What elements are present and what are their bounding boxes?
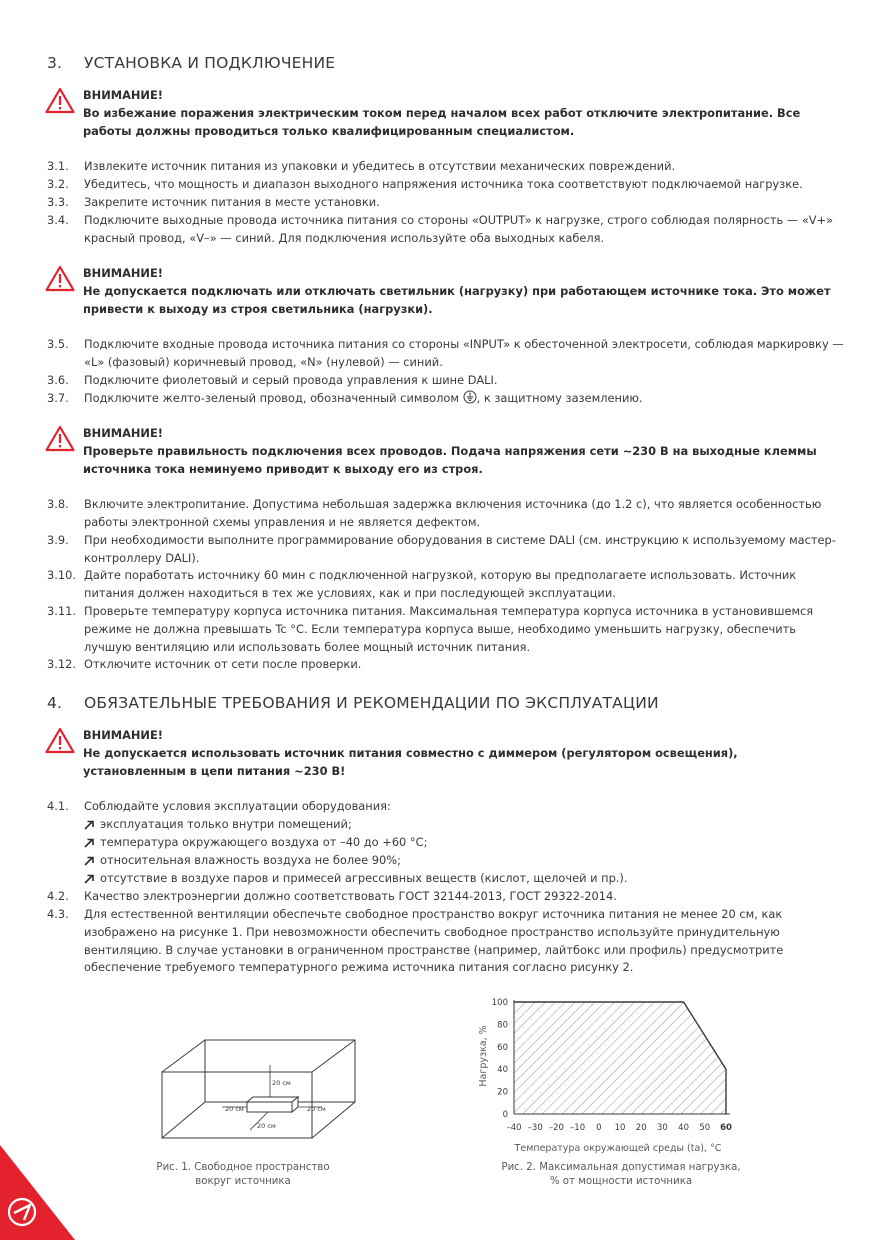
warning-heading: ВНИМАНИЕ!	[83, 88, 163, 102]
item-number: 3.2.	[47, 177, 69, 191]
item-number: 3.8.	[47, 497, 69, 511]
y-tick-label: 100	[491, 998, 508, 1008]
x-tick-label: 40	[678, 1123, 690, 1133]
x-tick-label: –10	[570, 1123, 586, 1133]
warning-triangle-icon	[45, 87, 75, 114]
item-number: 3.4.	[47, 213, 69, 227]
item-number: 3.11.	[47, 604, 76, 618]
section-number: 3.	[47, 54, 63, 72]
item-number: 3.12.	[47, 657, 76, 671]
item-number: 3.9.	[47, 533, 69, 547]
item-text-before: Подключите желто-зеленый провод, обозначенный символом	[84, 391, 459, 405]
item-text	[84, 390, 844, 408]
warning-heading: ВНИМАНИЕ!	[83, 266, 163, 280]
ground-symbol-icon	[463, 390, 477, 404]
item-text: При необходимости выполните программирование оборудования в системе DALI (см. инструкцию к используемому мастер-контроллеру DALI).	[84, 533, 836, 565]
warning-text: Проверьте правильность подключения всех проводов. Подача напряжения сети ~230 В на выходные клеммы источника тока неминуемо приводит к выходу его из строя.	[83, 443, 817, 476]
x-tick-label: 60	[720, 1123, 732, 1133]
x-tick-label: –40	[506, 1123, 522, 1133]
caption-line: % от мощности источника	[549, 1176, 693, 1187]
item-text: Для естественной вентиляции обеспечьте свободное пространство вокруг источника питания не менее 20 см, как изображено на рисунке 1. При невозможности обеспечить свободное пространство используйте принудительную вентиляцию. В случае установки в ограниченном пространстве (например, лайтбокс или профиль) предусмотрите обеспечение требуемого температурного режима источника питания согласно рисунку 2.	[84, 907, 784, 975]
section-number: 4.	[47, 694, 63, 712]
item-text: Проверьте температуру корпуса источника питания. Максимальная температура корпуса источника в установившемся режиме не должна превышать Tc °C. Если температура корпуса выше, необходимо уменьшить нагрузку, обеспечить лучшую вентиляцию или использовать более мощный источник питания.	[84, 604, 814, 654]
caption-line: Рис. 1. Свободное пространство	[156, 1162, 330, 1173]
x-tick-label: –20	[548, 1123, 564, 1133]
warning-text: Не допускается подключать или отключать светильник (нагрузку) при работающем источнике тока. Это может привести к выходу из строя светильника (нагрузки).	[83, 283, 831, 316]
item-text: Соблюдайте условия эксплуатации оборудования:	[84, 799, 391, 813]
bullet-text: эксплуатация только внутри помещений;	[100, 817, 352, 831]
x-tick-label: 20	[635, 1123, 647, 1133]
warning-triangle-icon	[45, 265, 75, 292]
y-tick-label: 60	[497, 1042, 508, 1053]
arrow-bullet-icon	[84, 856, 95, 866]
x-tick-label: 0	[596, 1123, 602, 1133]
arrow-bullet-icon	[84, 838, 95, 848]
item-text: Качество электроэнергии должно соответствовать ГОСТ 32144-2013, ГОСТ 29322-2014.	[84, 889, 617, 903]
item-text: Подключите фиолетовый и серый провода управления к шине DALI.	[84, 373, 498, 387]
item-text: Подключите выходные провода источника питания со стороны «OUTPUT» к нагрузке, строго соблюдая полярность — «V+» красный провод, «V–» — синий. Для подключения используйте оба выходных кабеля.	[84, 213, 834, 245]
warning-triangle-icon	[45, 727, 75, 754]
dimension-label-left: 20 см	[225, 1105, 244, 1113]
x-tick-label: 10	[614, 1123, 626, 1133]
item-number: 3.10.	[47, 568, 76, 582]
caption-line: Рис. 2. Максимальная допустимая нагрузка,	[501, 1162, 741, 1173]
y-axis-label: Нагрузка, %	[478, 1025, 489, 1087]
item-text: Извлеките источник питания из упаковки и убедитесь в отсутствии механических повреждений.	[84, 159, 676, 173]
item-number: 3.1.	[47, 159, 69, 173]
x-axis-label: Температура окружающей среды (ta), °C	[514, 1143, 722, 1154]
caption-line: вокруг источника	[195, 1176, 291, 1187]
item-number: 3.5.	[47, 337, 69, 351]
warning-heading: ВНИМАНИЕ!	[83, 426, 163, 440]
y-tick-label: 0	[502, 1110, 508, 1120]
item-number: 4.3.	[47, 907, 69, 921]
y-tick-label: 20	[497, 1087, 508, 1098]
x-tick-label: 30	[656, 1123, 668, 1133]
dimension-label-bottom: 20 см	[257, 1122, 276, 1130]
dimension-label-right: 20 см	[307, 1105, 326, 1113]
x-tick-label: –30	[527, 1123, 543, 1133]
figure-2-load-chart	[470, 988, 770, 1158]
item-text: Отключите источник от сети после проверки.	[84, 657, 362, 671]
arrow-bullet-icon	[84, 820, 95, 830]
y-tick-label: 40	[497, 1065, 508, 1076]
item-number: 4.2.	[47, 889, 69, 903]
x-tick-label: 50	[699, 1123, 711, 1133]
figure-1-caption	[143, 1161, 343, 1189]
item-text: Убедитесь, что мощность и диапазон выходного напряжения источника тока соответствуют подключаемой нагрузке.	[84, 177, 803, 191]
figure-2-caption	[495, 1161, 747, 1189]
item-number: 3.7.	[47, 391, 69, 405]
item-text: Закрепите источник питания в месте установки.	[84, 195, 380, 209]
item-number: 3.3.	[47, 195, 69, 209]
dimension-label-top: 20 см	[272, 1079, 291, 1087]
item-text: Подключите входные провода источника питания со стороны «INPUT» к обесточенной электросети, соблюдая маркировку — «L» (фазовый) коричневый провод, «N» (нулевой) — синий.	[84, 337, 844, 369]
arrow-bullet-icon	[84, 874, 95, 884]
item-text-after: , к защитному заземлению.	[476, 391, 643, 405]
item-text: Дайте поработать источнику 60 мин с подключенной нагрузкой, которую вы предполагаете использовать. Источник питания должен находиться в тех же условиях, как и при последующей эксплуатации.	[84, 568, 797, 600]
bullet-text: относительная влажность воздуха не более 90%;	[100, 853, 401, 867]
y-tick-label: 80	[497, 1020, 508, 1031]
warning-heading: ВНИМАНИЕ!	[83, 728, 163, 742]
bullet-text: температура окружающего воздуха от –40 до +60 °C;	[100, 835, 428, 849]
warning-text: Во избежание поражения электрическим током перед началом всех работ отключите электропитание. Все работы должны проводиться только квалифицированным специалистом.	[83, 105, 801, 138]
warning-triangle-icon	[45, 425, 75, 452]
bullet-text: отсутствие в воздухе паров и примесей агрессивных веществ (кислот, щелочей и пр.).	[100, 871, 628, 885]
item-number: 4.1.	[47, 799, 69, 813]
item-number: 3.6.	[47, 373, 69, 387]
section-heading: ОБЯЗАТЕЛЬНЫЕ ТРЕБОВАНИЯ И РЕКОМЕНДАЦИИ ПО ЭКСПЛУАТАЦИИ	[84, 694, 659, 712]
figure-1-ventilation-diagram	[150, 1030, 380, 1150]
section-heading: УСТАНОВКА И ПОДКЛЮЧЕНИЕ	[84, 54, 336, 72]
item-text: Включите электропитание. Допустима небольшая задержка включения источника (до 1.2 с), что является особенностью работы электронной схемы управления и не является дефектом.	[84, 497, 822, 529]
warning-text: Не допускается использовать источник питания совместно с диммером (регулятором освещения), установленным в цепи питания ~230 В!	[83, 745, 738, 778]
brand-logo-corner	[0, 1145, 80, 1240]
